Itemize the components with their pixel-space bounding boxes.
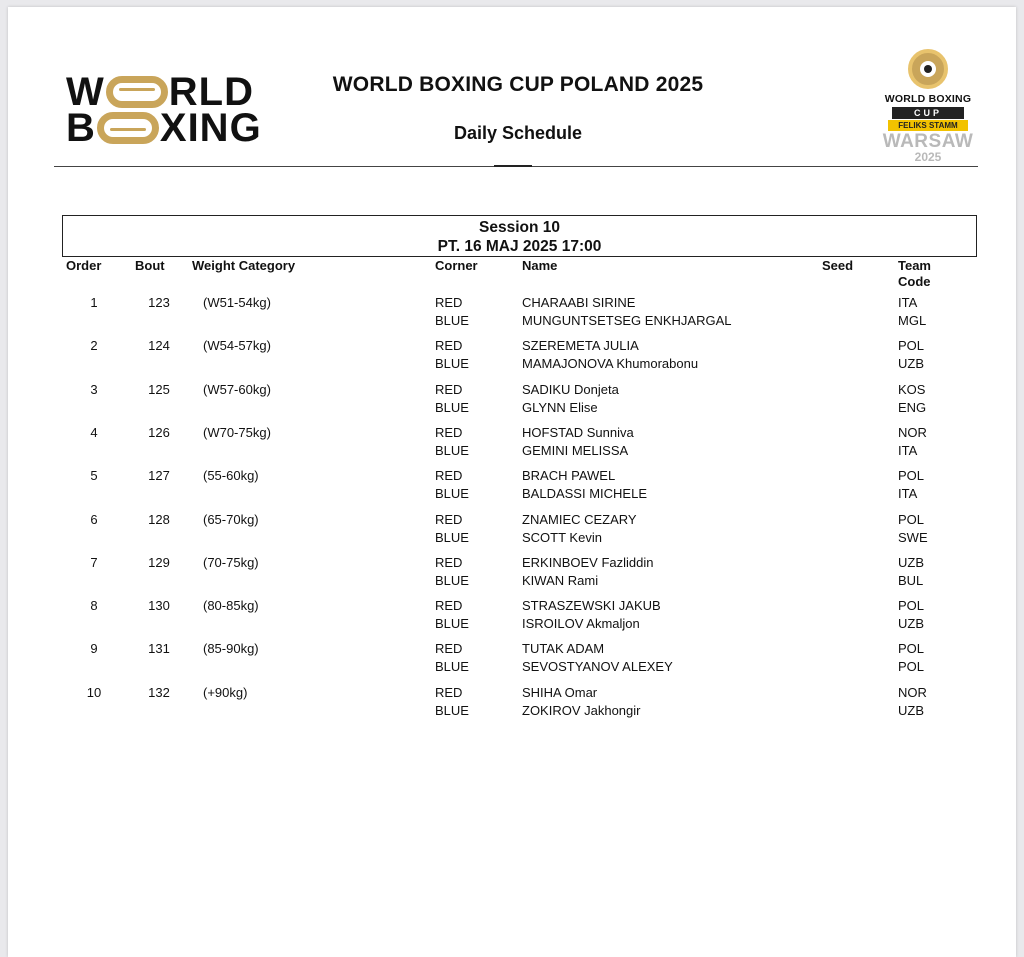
red-corner-label: RED [435,425,463,440]
logo-line-2 [66,106,262,150]
blue-team-code: UZB [898,703,924,718]
blue-team-code: ITA [898,443,918,458]
logo-letter: W [66,70,105,114]
red-corner-label: RED [435,382,463,397]
bout-number: 131 [148,641,170,656]
blue-boxer-name: BALDASSI MICHELE [522,486,647,501]
weight-category: (+90kg) [203,685,248,700]
bout-order: 9 [90,641,98,656]
bout-order: 7 [90,555,98,570]
logo-letters: RLD [168,70,254,114]
bout-number: 126 [148,425,170,440]
weight-category: (W54-57kg) [203,338,271,353]
column-header-order: Order [66,258,102,273]
bout-order: 3 [90,382,98,397]
column-header-weight: Weight Category [192,258,296,273]
logo-ring-icon [97,112,159,144]
column-header-team-line-1: Team [898,258,931,273]
red-boxer-name: SADIKU Donjeta [522,382,619,397]
red-boxer-name: STRASZEWSKI JAKUB [522,598,661,613]
blue-corner-label: BLUE [435,616,469,631]
cup-logo-line-1: WORLD BOXING [884,93,972,105]
blue-team-code: POL [898,659,925,674]
red-team-code: NOR [898,425,927,440]
blue-corner-label: BLUE [435,443,469,458]
logo-line-1 [66,70,254,114]
bout-number: 123 [148,295,170,310]
bout-number: 127 [148,468,170,483]
bout-order: 4 [90,425,98,440]
red-corner-label: RED [435,685,463,700]
blue-boxer-name: ISROILOV Akmaljon [522,616,640,631]
blue-corner-label: BLUE [435,703,469,718]
bout-number: 132 [148,685,170,700]
blue-team-code: SWE [898,530,928,545]
bout-order: 5 [90,468,98,483]
column-header-seed: Seed [822,258,854,273]
red-corner-label: RED [435,468,463,483]
bout-order: 6 [90,512,98,527]
red-corner-label: RED [435,598,463,613]
blue-team-code: UZB [898,616,924,631]
blue-corner-label: BLUE [435,400,469,415]
cup-emblem-icon [908,49,948,89]
logo-letter: B [66,106,96,150]
weight-category: (85-90kg) [203,641,259,656]
header-divider-accent [494,165,532,167]
red-corner-label: RED [435,555,463,570]
red-boxer-name: ERKINBOEV Fazliddin [522,555,654,570]
column-header-team-code [898,258,931,290]
bout-number: 130 [148,598,170,613]
weight-category: (55-60kg) [203,468,259,483]
blue-boxer-name: GLYNN Elise [522,400,598,415]
weight-category: (80-85kg) [203,598,259,613]
red-team-code: POL [898,338,925,353]
blue-boxer-name: SCOTT Kevin [522,530,602,545]
blue-team-code: BUL [898,573,924,588]
red-team-code: POL [898,641,925,656]
bout-order: 10 [86,685,102,700]
weight-category: (W70-75kg) [203,425,271,440]
blue-corner-label: BLUE [435,356,469,371]
red-team-code: UZB [898,555,924,570]
red-boxer-name: HOFSTAD Sunniva [522,425,634,440]
bout-order: 8 [90,598,98,613]
document-subtitle: Daily Schedule [453,123,583,143]
red-team-code: POL [898,598,925,613]
column-header-team-line-2: Code [898,274,931,289]
blue-corner-label: BLUE [435,313,469,328]
weight-category: (70-75kg) [203,555,259,570]
boxing-cup-warsaw-logo [872,49,984,165]
red-team-code: KOS [898,382,926,397]
cup-logo-line-4: WARSAW [882,131,974,152]
column-header-bout: Bout [135,258,165,273]
red-boxer-name: BRACH PAWEL [522,468,616,483]
blue-team-code: MGL [898,313,927,328]
bout-order: 1 [90,295,98,310]
red-boxer-name: CHARAABI SIRINE [522,295,636,310]
blue-boxer-name: ZOKIROV Jakhongir [522,703,641,718]
bout-number: 124 [148,338,170,353]
blue-boxer-name: SEVOSTYANOV ALEXEY [522,659,673,674]
bout-number: 129 [148,555,170,570]
red-boxer-name: ZNAMIEC CEZARY [522,512,637,527]
logo-letters: XING [159,106,262,150]
weight-category: (W57-60kg) [203,382,271,397]
blue-corner-label: BLUE [435,659,469,674]
blue-corner-label: BLUE [435,486,469,501]
document-page [8,7,1016,957]
red-team-code: NOR [898,685,927,700]
weight-category: (65-70kg) [203,512,259,527]
logo-ring-icon [106,76,168,108]
blue-boxer-name: GEMINI MELISSA [522,443,629,458]
red-team-code: ITA [898,295,918,310]
bout-number: 128 [148,512,170,527]
blue-corner-label: BLUE [435,573,469,588]
red-corner-label: RED [435,512,463,527]
blue-corner-label: BLUE [435,530,469,545]
red-boxer-name: SHIHA Omar [522,685,598,700]
blue-boxer-name: KIWAN Rami [522,573,599,588]
column-header-name: Name [522,258,558,273]
session-title: Session 10 [479,219,560,236]
blue-team-code: UZB [898,356,924,371]
weight-category: (W51-54kg) [203,295,271,310]
bout-order: 2 [90,338,98,353]
blue-team-code: ITA [898,486,918,501]
red-team-code: POL [898,468,925,483]
session-box [62,215,977,257]
red-team-code: POL [898,512,925,527]
blue-boxer-name: MAMAJONOVA Khumorabonu [522,356,699,371]
blue-boxer-name: MUNGUNTSETSEG ENKHJARGAL [522,313,732,328]
red-boxer-name: TUTAK ADAM [522,641,605,656]
bout-number: 125 [148,382,170,397]
red-boxer-name: SZEREMETA JULIA [522,338,639,353]
document-title: WORLD BOXING CUP POLAND 2025 [332,73,704,96]
blue-team-code: ENG [898,400,927,415]
cup-logo-line-3: FELIKS STAMM [888,120,968,131]
column-header-corner: Corner [435,258,478,273]
session-date: PT. 16 MAJ 2025 17:00 [437,238,602,255]
cup-logo-line-5: 2025 [914,150,942,164]
cup-logo-line-2: CUP [892,107,964,119]
red-corner-label: RED [435,641,463,656]
red-corner-label: RED [435,338,463,353]
red-corner-label: RED [435,295,463,310]
